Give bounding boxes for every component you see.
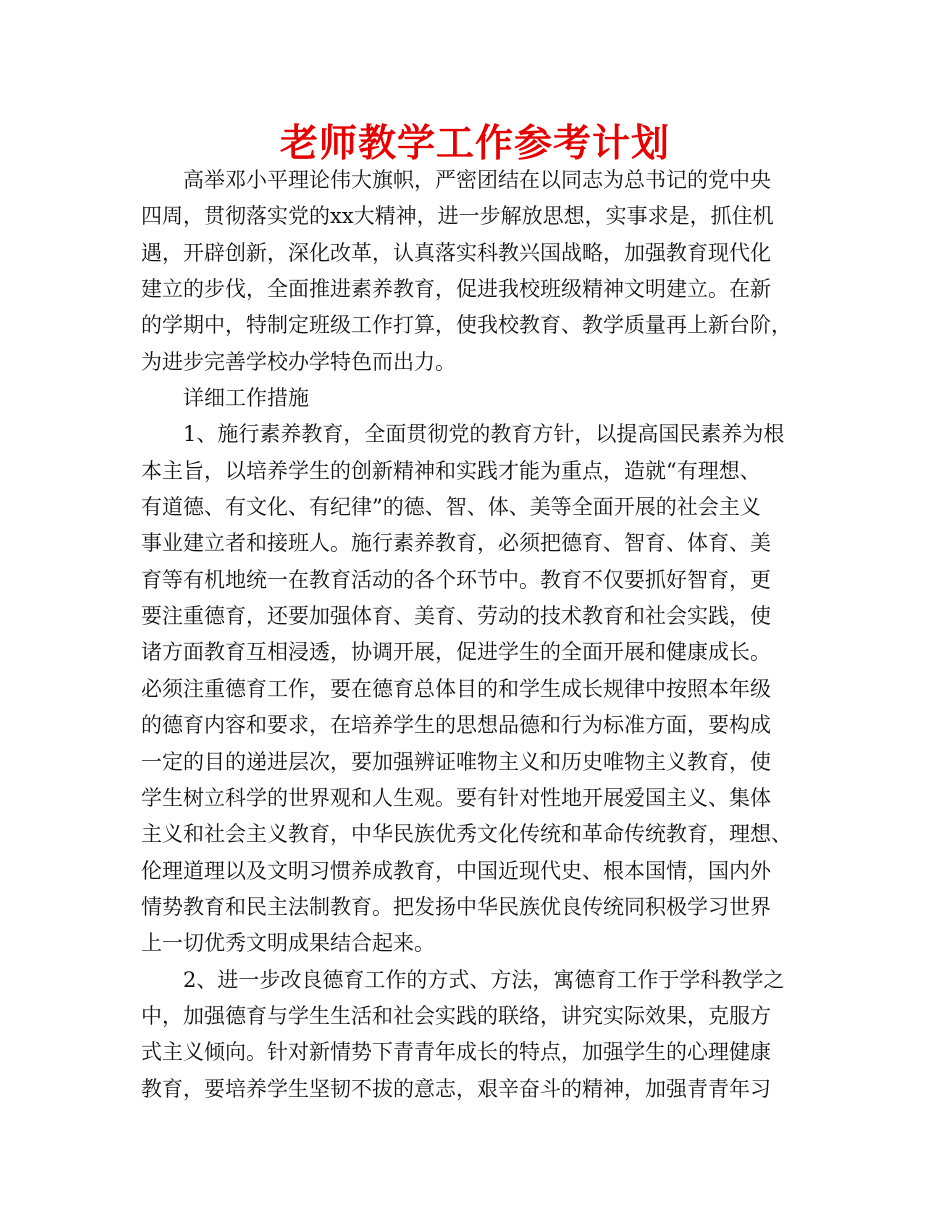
paragraph-line: 教育，要培养学生坚韧不拔的意志，艰辛奋斗的精神，加强青青年习 [141,1076,771,1101]
paragraph-line: 学生树立科学的世界观和人生观。要有针对性地开展爱国主义、集体 [141,785,771,810]
paragraph-line: 主义和社会主义教育，中华民族优秀文化传统和革命传统教育，理想、 [141,822,792,847]
paragraph-line: 1、施行素养教育，全面贯彻党的教育方针，以提高国民素养为根 [183,422,785,447]
document-body [141,162,816,1107]
paragraph-line: 为进步完善学校办学特色而出力。 [141,349,456,374]
section-heading: 详细工作措施 [183,386,309,411]
paragraph-line: 2、进一步改良德育工作的方式、方法，寓德育工作于学科教学之 [183,967,785,992]
paragraph-line: 本主旨，以培养学生的创新精神和实践才能为重点，造就“有理想、 [141,458,761,483]
paragraph-line: 高举邓小平理论伟大旗帜，严密团结在以同志为总书记的党中央 [183,168,771,192]
paragraph-line: 中，加强德育与学生生活和社会实践的联络，讲究实际效果，克服方 [141,1003,771,1028]
paragraph-line: 四周，贯彻落实党的xx大精神，进一步解放思想，实事求是，抓住机 [141,204,774,229]
paragraph-line: 建立的步伐，全面推进素养教育，促进我校班级精神文明建立。在新 [141,277,771,302]
paragraph-line: 育等有机地统一在教育活动的各个环节中。教育不仅要抓好智育，更 [141,567,771,592]
paragraph-line: 事业建立者和接班人。施行素养教育，必须把德育、智育、体育、美 [141,531,771,556]
paragraph-line: 的德育内容和要求，在培养学生的思想品德和行为标准方面，要构成 [141,713,771,738]
paragraph-line: 遇，开辟创新，深化改革，认真落实科教兴国战略，加强教育现代化 [141,240,771,265]
paragraph-line: 有道德、有文化、有纪律”的德、智、体、美等全面开展的社会主义 [141,495,761,520]
paragraph-line: 上一切优秀文明成果结合起来。 [141,931,435,956]
paragraph-line: 要注重德育，还要加强体育、美育、劳动的技术教育和社会实践，使 [141,604,771,629]
paragraph-line: 式主义倾向。针对新情势下青青年成长的特点，加强学生的心理健康 [141,1040,771,1065]
paragraph-line: 诸方面教育互相浸透，协调开展，促进学生的全面开展和健康成长。 [141,640,771,665]
paragraph-line: 的学期中，特制定班级工作打算，使我校教育、教学质量再上新台阶， [141,313,792,338]
paragraph-line: 情势教育和民主法制教育。把发扬中华民族优良传统同积极学习世界 [141,894,771,919]
paragraph-line: 伦理道理以及文明习惯养成教育，中国近现代史、根本国情，国内外 [141,858,771,883]
document-title: 老师教学工作参考计划 [279,121,670,165]
paragraph-line: 一定的目的递进层次，要加强辨证唯物主义和历史唯物主义教育，使 [141,749,771,774]
paragraph-line: 必须注重德育工作，要在德育总体目的和学生成长规律中按照本年级 [141,676,771,701]
